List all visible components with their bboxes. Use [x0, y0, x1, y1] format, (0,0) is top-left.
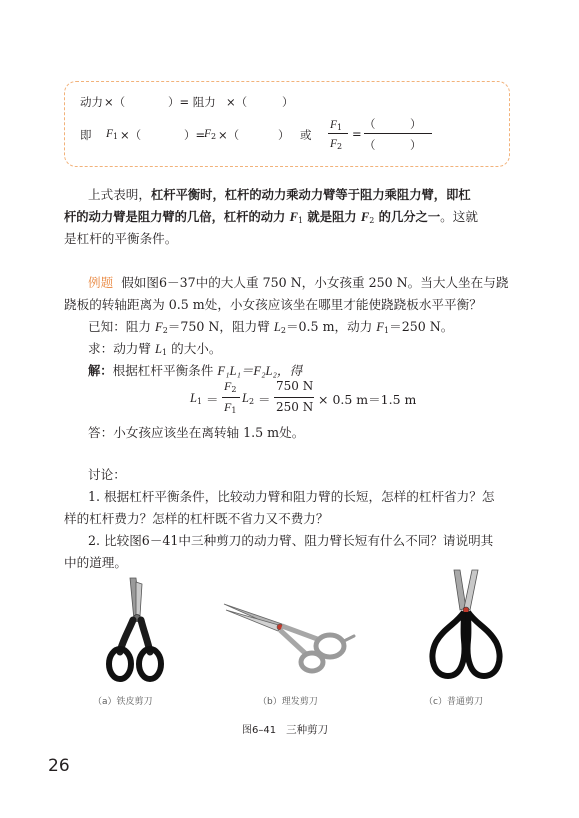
box-times-4: ×（ [218, 128, 240, 142]
example-answer: 答：小女孩应该坐在离转轴 1.5 m处。 [88, 425, 305, 440]
eq-equals-2: ＝ [258, 392, 271, 407]
discussion-q1-line-1: 1. 根据杠杆平衡条件，比较动力臂和阻力臂的长短，怎样的杠杆省力？怎 [88, 489, 495, 504]
summary-line-3: 是杠杆的平衡条件。 [64, 231, 178, 246]
box-frac-num: $F_1$ [330, 119, 343, 132]
box-effort-label: 动力 [80, 95, 103, 109]
tin-snips-image [100, 576, 170, 684]
eq-frac-num: 750 N [276, 379, 314, 393]
caption-hair-scissors: （b）理发剪刀 [258, 697, 318, 707]
figure-title [242, 721, 328, 737]
page-number: 26 [48, 756, 70, 776]
eq-equals-1: ＝ [206, 392, 219, 407]
box-f2: $F_2$ [204, 128, 217, 141]
discussion-title: 讨论： [88, 467, 126, 482]
caption-ordinary-scissors: （c）普通剪刀 [424, 697, 483, 707]
eq-den-f1: $F_1$ [224, 400, 237, 415]
example-line-2: 跷板的转轴距离为 0.5 m处，小女孩应该坐在哪里才能使跷跷板水平平衡？ [64, 297, 482, 312]
hair-scissors-image [222, 596, 362, 676]
box-frac-equals: = [352, 127, 362, 141]
box-frac-den: $F_2$ [330, 138, 343, 151]
example-label: 例题 [88, 275, 114, 290]
box-frac-right-den: （ ） [364, 138, 422, 152]
figure-number: 图6–41 [242, 725, 277, 736]
example-given: 已知：阻力 $F_2=750$ N，阻力臂 $L_2=0.5$ m，动力 $F_1=250$ N。 [88, 319, 454, 335]
example-find: 求：动力臂 $L_1$ 的大小。 [88, 341, 222, 357]
box-times-1: ×（ [104, 95, 126, 109]
box-frac-right-num: （ ） [364, 117, 422, 131]
discussion-q2-line-2: 中的道理。 [64, 555, 127, 570]
box-frac-right-line [364, 133, 432, 134]
box-or: 或 [300, 128, 312, 142]
box-close-1: ） [282, 95, 294, 109]
box-ji: 即 [80, 128, 92, 142]
figure-title-text: 三种剪刀 [286, 724, 329, 736]
eq-num-f2: $F_2$ [224, 379, 237, 394]
eq-frac-line-2 [274, 397, 314, 398]
summary-bold-2: 杆的动力臂是阻力臂的几倍，杠杆的动力 [64, 210, 290, 224]
example-solution: 解：根据杠杆平衡条件 F₁L₁＝F₂L₂，得 [88, 363, 303, 378]
eq-l1: $L_1$ [190, 391, 203, 406]
box-times-2: ×（ [226, 95, 248, 109]
box-frac-line [328, 133, 348, 134]
box-equals-2: ）= [184, 128, 206, 142]
box-close-2: ） [278, 128, 290, 142]
box-times-3: ×（ [120, 128, 142, 142]
box-equals-resistance: ）= 阻力 [168, 95, 216, 109]
solution-label: 解： [88, 364, 113, 378]
summary-bold-1: 杠杆平衡时，杠杆的动力乘动力臂等于阻力乘阻力臂，即杠 [150, 188, 471, 202]
eq-frac-line-1 [222, 397, 240, 398]
caption-tin-snips: （a）铁皮剪刀 [93, 697, 153, 707]
ordinary-scissors-image [420, 568, 512, 686]
example-line-1: 例题 假如图6－37中的大人重 750 N，小女孩重 250 N。当大人坐在与跷 [88, 275, 509, 290]
eq-tail: × 0.5 m＝1.5 m [318, 392, 417, 407]
eq-frac-den: 250 N [276, 400, 314, 414]
discussion-q1-line-2: 样的杠杆费力？怎样的杠杆既不省力又不费力？ [64, 511, 329, 526]
summary-intro: 上式表明， [88, 187, 151, 202]
box-f1: $F_1$ [106, 128, 119, 141]
discussion-q2-line-1: 2. 比较图6－41中三种剪刀的动力臂、阻力臂长短有什么不同？请说明其 [88, 533, 494, 548]
eq-l2: $L_2$ [242, 391, 255, 406]
summary-line-2: 杆的动力臂是阻力臂的几倍，杠杆的动力 $F_1$ 就是阻力 $F_2$ 的几分之一。这就 [64, 209, 478, 225]
summary-line-1 [88, 184, 471, 203]
